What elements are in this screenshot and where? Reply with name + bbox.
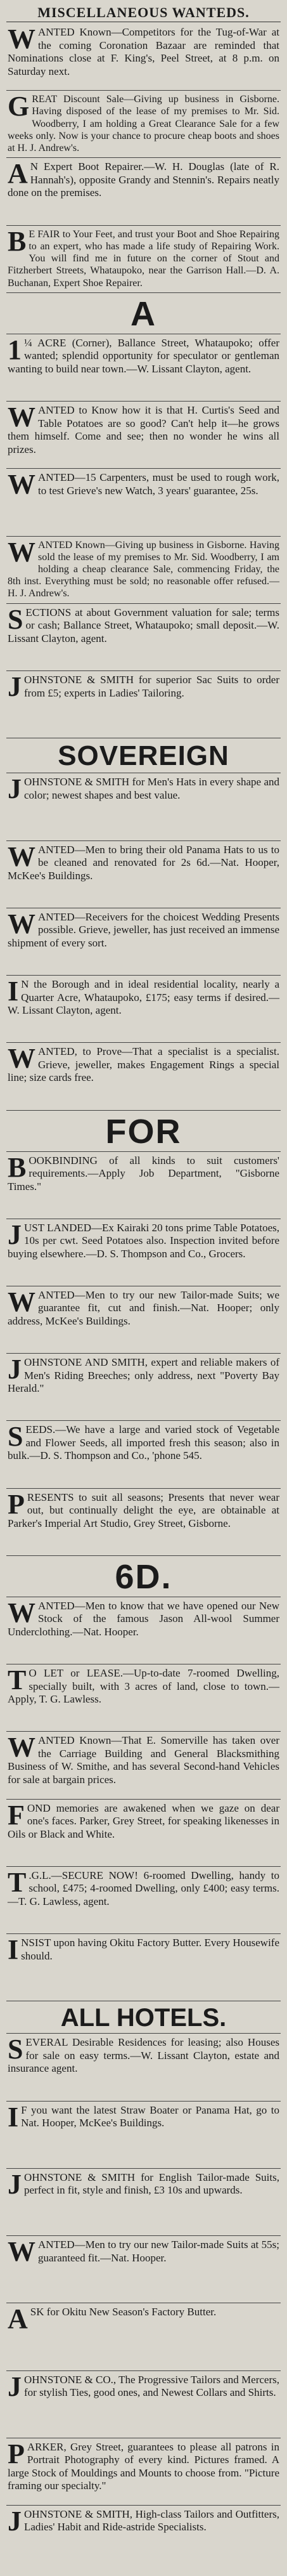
drop-cap: S <box>8 603 23 635</box>
ad-text: ANTED—15 Carpenters, must be used to rough work, to test Grieve's new Watch, 3 years' guarantee, 25s. <box>38 471 279 497</box>
classified-ad <box>6 1489 281 1556</box>
classified-ad <box>6 469 281 536</box>
drop-cap: F <box>8 1799 25 1831</box>
ad-text: OOKBINDING of all kinds to suit customers' requirements.—Apply Job Department, "Gisborne Times." <box>8 1154 279 1193</box>
drop-cap: J <box>8 2168 22 2200</box>
classified-ad <box>6 23 281 91</box>
drop-cap: T <box>8 1664 27 1696</box>
ad-text: OHNSTONE & SMITH, High-class Tailors and Outfitters, Ladies' Habit and Ride-astride Specialists. <box>24 2507 279 2534</box>
drop-cap: W <box>8 1732 35 1763</box>
drop-cap: I <box>8 976 19 1007</box>
drop-cap: J <box>8 671 22 703</box>
drop-cap: W <box>8 840 35 872</box>
drop-cap: P <box>8 1488 25 1520</box>
classified-ad <box>6 2438 281 2506</box>
drop-cap: J <box>8 773 22 805</box>
classified-ad <box>6 2034 281 2101</box>
ad-text: NSIST upon having Okitu Factory Butter. Every Housewife should. <box>21 1937 279 1962</box>
drop-cap: J <box>8 2370 22 2402</box>
classified-ad <box>6 1934 281 2001</box>
ad-text: OHNSTONE & SMITH for English Tailor-made Suits, perfect in fit, style and finish, £3 10s and upwards. <box>24 2171 279 2197</box>
classified-ad <box>6 1732 281 1799</box>
drop-cap: B <box>8 225 27 257</box>
ad-text: OHNSTONE AND SMITH, expert and reliable makers of Men's Riding Breeches; only address, next "Poverty Bay Herald." <box>8 1356 279 1395</box>
drop-cap: T <box>8 1866 27 1898</box>
classified-ad <box>6 1597 281 1664</box>
classified-ad <box>6 2236 281 2303</box>
drop-cap: W <box>8 23 35 55</box>
classified-ad <box>6 773 281 840</box>
classified-ad <box>6 158 281 225</box>
ad-text: O LET or LEASE.—Up-to-date 7-roomed Dwelling, specially built, with 3 acres of land, close to town.—Apply, T. G. Lawless. <box>8 1667 279 1706</box>
ad-text: OND memories are awakened when we gaze on dear one's faces. Parker, Grey Street, for speaking likenesses in Oils or Black and White. <box>8 1801 279 1840</box>
drop-cap: P <box>8 2438 25 2469</box>
ad-text: REAT Discount Sale—Giving up business in Gisborne. Having disposed of the lease of my premises to Mr. Sid. Woodberry, I am holding a Great Clearance Sale for a few weeks only. Now is your chance to procure cheap boots and shoes at H. J. Andrew's. <box>8 94 279 154</box>
classified-ad <box>6 1664 281 1732</box>
drop-cap: 1 <box>8 334 22 365</box>
ad-text: E FAIR to Your Feet, and trust your Boot and Shoe Repairing to an expert, who has made a life study of Repairing Work. You will find me in future on the corner of Stout and Fitzherbert Streets, Whataupoko, near the Garrison Hall.—D. A. Buchanan, Expert Shoe Repairer. <box>8 228 279 289</box>
classified-ad <box>6 1043 281 1110</box>
ad-text: OHNSTONE & SMITH for Men's Hats in every shape and color; newest shapes and best value. <box>24 776 279 801</box>
classified-ad <box>6 841 281 908</box>
ad-text: ¼ ACRE (Corner), Ballance Street, Whataupoko; offer wanted; splendid opportunity for speculator or gentleman wanting to build near town.—W. Lissant Clayton, agent. <box>8 336 279 375</box>
ad-text: ECTIONS at about Government valuation for sale; terms or cash; Ballance Street, Whataupoko; small deposit.—W. Lissant Clayton, agent. <box>8 606 279 644</box>
drop-cap: W <box>8 2236 35 2268</box>
display-banner: A <box>6 293 281 334</box>
display-banner: SOVEREIGN <box>6 738 281 773</box>
display-banner: ALL HOTELS. <box>6 2001 281 2034</box>
ad-text: .G.L.—SECURE NOW! 6-roomed Dwelling, handy to school, £475; 4-roomed Dwelling, only £400; easy terms.—T. G. Lawless, agent. <box>8 1869 279 1907</box>
drop-cap: S <box>8 2034 23 2065</box>
ad-text: SK for Okitu New Season's Factory Butter. <box>30 2306 217 2318</box>
classified-ad <box>6 1152 281 1219</box>
drop-cap: B <box>8 1151 27 1183</box>
ad-text: ANTED, to Prove—That a specialist is a specialist. Grieve, jeweller, makes Engagement Rings a special line; size cards free. <box>8 1045 279 1084</box>
classified-ad <box>6 2506 281 2572</box>
ad-text: N Expert Boot Repairer.—W. H. Douglas (late of R. Hannah's), opposite Grandy and Stennin's. Repairs neatly done on the premises. <box>8 160 279 199</box>
ad-text: N the Borough and in ideal residential locality, nearly a Quarter Acre, Whataupoko, £175; easy terms if desired.—W. Lissant Clayton, agent. <box>8 978 279 1017</box>
ad-text: OHNSTONE & CO., The Progressive Tailors and Mercers, for stylish Ties, good ones, and Newest Collars and Shirts. <box>24 2373 279 2398</box>
ad-text: OHNSTONE & SMITH for superior Sac Suits to order from £5; experts in Ladies' Tailoring. <box>24 674 279 699</box>
drop-cap: J <box>8 2505 22 2537</box>
classified-ad <box>6 976 281 1043</box>
classified-ad <box>6 91 281 158</box>
ad-text: ARKER, Grey Street, guarantees to please all patrons in Portrait Photography of every kind. Pictures framed. A large Stock of Mouldings and Mounts to choose from. "Picture framing our specialty." <box>8 2440 279 2492</box>
classified-ad <box>6 671 281 738</box>
classified-ad <box>6 1800 281 1867</box>
drop-cap: A <box>8 2303 28 2335</box>
drop-cap: W <box>8 402 35 433</box>
drop-cap: I <box>8 1934 19 1966</box>
classified-ad <box>6 908 281 976</box>
ad-text: UST LANDED—Ex Kairaki 20 tons prime Table Potatoes, 10s per cwt. Seed Potatoes also. Inspection invited before buying elsewhere.—D. S. Thompson and Co., Grocers. <box>8 1221 279 1260</box>
display-banner: 6D. <box>6 1556 281 1597</box>
classified-ad <box>6 226 281 293</box>
classified-ad <box>6 604 281 671</box>
ad-text: F you want the latest Straw Boater or Panama Hat, go to Nat. Hooper, McKee's Buildings. <box>21 2103 279 2129</box>
ad-text: ANTED—Men to try our new Tailor-made Suits; we guarantee fit, cut and finish.—Nat. Hooper; only address, McKee's Buildings. <box>8 1288 279 1327</box>
ad-text: EEDS.—We have a large and varied stock of Vegetable and Flower Seeds, all imported fresh this season; also in bulk.—D. S. Thompson and Co., 'phone 545. <box>8 1423 279 1462</box>
classified-ad <box>6 334 281 402</box>
classified-ad <box>6 1219 281 1286</box>
ad-text: ANTED to Know how it is that H. Curtis's Seed and Table Potatoes are so good? Can't help it—he grows them himself. Come and see; then no wonder he wins all prizes. <box>8 404 279 455</box>
drop-cap: W <box>8 908 35 939</box>
classified-ad <box>6 1867 281 1934</box>
drop-cap: W <box>8 1597 35 1628</box>
classified-ad <box>6 2102 281 2169</box>
ad-text: ANTED Known—Competitors for the Tug-of-War at the coming Coronation Bazaar are reminded that Nominations close at F. King's, Peel Street, at 8 p.m. on Saturday next. <box>8 26 279 77</box>
classified-ad <box>6 402 281 469</box>
classified-ad <box>6 537 281 604</box>
drop-cap: I <box>8 2101 19 2133</box>
classified-ad <box>6 1286 281 1354</box>
ad-text: ANTED Known—Giving up business in Gisborne. Having sold the lease of my premises to Mr. Sid. Woodberry, I am holding a cheap clearance Sale, commencing Friday, the 8th inst. Everything must be sold; no reasonable offer refused.—H. J. Andrew's. <box>8 539 279 599</box>
column-heading: MISCELLANEOUS WANTEDS. <box>6 4 281 22</box>
classified-ad <box>6 1421 281 1488</box>
classified-ad <box>6 2303 281 2370</box>
ad-text: ANTED—Men to bring their old Panama Hats to us to be cleaned and renovated for 2s 6d.—Nat. Hooper, McKee's Buildings. <box>8 843 279 882</box>
drop-cap: W <box>8 469 35 500</box>
ad-text: ANTED—Receivers for the choicest Wedding Presents possible. Grieve, jeweller, has just received an immense shipment of every sort. <box>8 910 279 949</box>
classified-ad <box>6 2371 281 2438</box>
display-banner: FOR <box>6 1111 281 1152</box>
drop-cap: G <box>8 91 30 122</box>
classified-ad <box>6 2169 281 2236</box>
ad-text: ANTED Known—That E. Somerville has taken over the Carriage Building and General Blacksmithing Business of W. Smithe, and has several Second-hand Vehicles for sale at bargain prices. <box>8 1734 279 1786</box>
drop-cap: A <box>8 158 28 190</box>
drop-cap: J <box>8 1354 22 1385</box>
ad-text: ANTED—Men to know that we have opened our New Stock of the famous Jason All-wool Summer Underclothing.—Nat. Hooper. <box>8 1599 279 1638</box>
ad-text: RESENTS to suit all seasons; Presents that never wear out, but continually delight the eye, are obtainable at Parker's Imperial Art Studio, Grey Street, Gisborne. <box>8 1491 279 1529</box>
classified-ad <box>6 1354 281 1421</box>
drop-cap: W <box>8 1043 35 1075</box>
drop-cap: J <box>8 1219 22 1250</box>
drop-cap: W <box>8 1286 35 1317</box>
ad-text: EVERAL Desirable Residences for leasing; also Houses for sale on easy terms.—W. Lissant Clayton, estate and insurance agent. <box>8 2036 279 2075</box>
ad-text: ANTED—Men to try our new Tailor-made Suits at 55s; guaranteed fit.—Nat. Hooper. <box>38 2239 279 2264</box>
drop-cap: S <box>8 1421 23 1453</box>
drop-cap: W <box>8 536 35 568</box>
